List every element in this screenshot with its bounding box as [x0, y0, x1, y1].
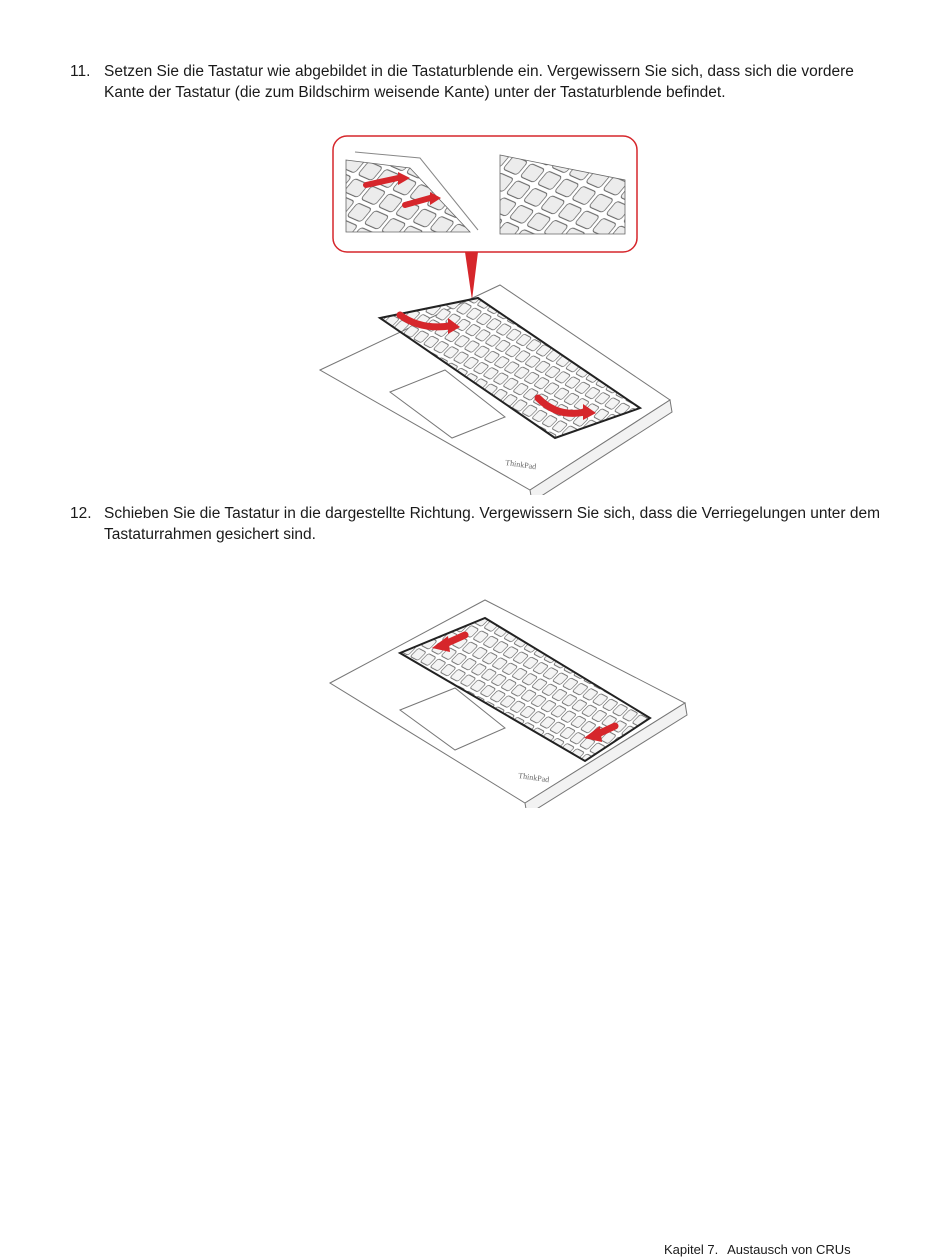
keyboard-slide-figure [320, 578, 700, 808]
footer-separator: . [714, 1242, 719, 1257]
brand-logo: ThinkPad [517, 771, 550, 785]
step-text: Schieben Sie die Tastatur in die dargestellte Richtung. Vergewissern Sie sich, dass die Verriegelungen unter dem Tastaturrahmen gesichert sind. [104, 505, 881, 543]
step-text: Setzen Sie die Tastatur wie abgebildet in die Tastaturblende ein. Vergewissern Sie sich, dass sich die vordere Kante der Tastatur (die zum Bildschirm weisende Kante) unter der Tastaturblende befindet. [104, 63, 854, 101]
step-12 [70, 503, 890, 545]
page-footer [664, 1242, 851, 1257]
step-11 [70, 61, 890, 103]
keyboard-insert-figure [300, 130, 680, 495]
step-number: 12. [70, 505, 92, 522]
step-number: 11. [70, 63, 91, 80]
keyboard-slide-illustration [320, 578, 700, 808]
brand-logo: ThinkPad [504, 458, 537, 472]
keyboard-insert-illustration [300, 130, 680, 495]
callout-pointer [465, 252, 478, 300]
footer-chapter-label: Kapitel 7 [664, 1242, 715, 1257]
footer-chapter-title: Austausch von CRUs [727, 1242, 851, 1257]
